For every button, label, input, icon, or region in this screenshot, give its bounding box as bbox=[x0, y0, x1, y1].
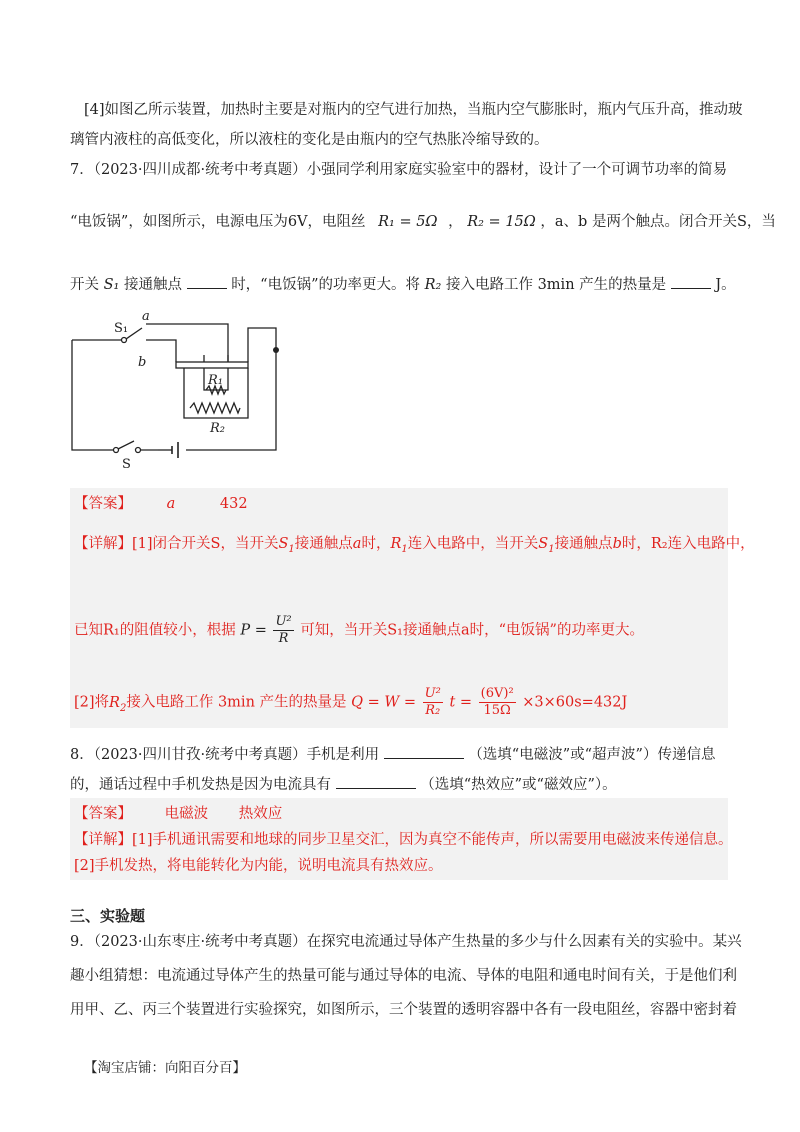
answer-line: 【答案】 电磁波 热效应 bbox=[74, 806, 283, 822]
label-s1: S₁ bbox=[114, 321, 129, 336]
resistor-r2 bbox=[190, 403, 240, 413]
detail-line: [2]将$R_2$接入电路工作 3min 产生的热量是 Q = W = $\frac{\text{U²}}{\text{R₂}}$ t = $\frac{\text{(6V)²}}{15\Omega}$ ×3×60s=432J bbox=[74, 686, 628, 718]
paragraph-line: 璃管内液柱的高低变化，所以液柱的变化是由瓶内的空气热胀冷缩导致的。 bbox=[70, 132, 549, 148]
label-b: b bbox=[138, 355, 147, 370]
wire-contact-b bbox=[146, 340, 176, 362]
switch-s-pivot bbox=[114, 448, 119, 453]
r2-value: R₂ = 15Ω bbox=[467, 214, 536, 230]
answer-line: 【答案】 a 432 bbox=[74, 496, 248, 512]
detail-line: 【详解】[1]手机通讯需要和地球的同步卫星交汇，因为真空不能传声，所以需要用电磁波来传递信息。 bbox=[74, 832, 733, 848]
wire-left bbox=[72, 340, 116, 450]
question-9-line: 9．（2023·山东枣庄·统考中考真题）在探究电流通过导体产生热量的多少与什么因素有关的实验中。某兴 bbox=[70, 934, 742, 950]
question-8-line: 8．（2023·四川甘孜·统考中考真题）手机是利用 （选填“电磁波”或“超声波”）传递信息 bbox=[70, 744, 715, 765]
wire-contact-a bbox=[146, 324, 228, 362]
label-r2: R₂ bbox=[210, 421, 225, 436]
detail-line: 已知R₁的阻值较小，根据 P = $\frac{\text{U²}}{R}$ 可知，当开关S₁接通触点a时，“电饭锅”的功率更大。 bbox=[74, 614, 644, 646]
answer-blank bbox=[384, 744, 464, 759]
answer-blank bbox=[187, 274, 227, 289]
question-7-line: 开关 S₁ 接通触点 时，“电饭锅”的功率更大。将 R₂ 接入电路工作 3min 产生的热量是 J。 bbox=[70, 274, 736, 295]
label-r1: R₁ bbox=[208, 373, 223, 388]
answer-blank bbox=[671, 274, 711, 289]
battery bbox=[172, 442, 178, 458]
junction-dot bbox=[273, 347, 279, 353]
r1-value: R₁ = 5Ω bbox=[378, 214, 438, 230]
answer-blank bbox=[336, 774, 416, 789]
section-heading: 三、实验题 bbox=[70, 907, 146, 925]
switch-s1-pivot bbox=[122, 338, 127, 343]
paragraph-line: [4]如图乙所示装置，加热时主要是对瓶内的空气进行加热，当瓶内空气膨胀时，瓶内气压升高，推动玻 bbox=[84, 102, 743, 118]
detail-line: 【详解】[1]闭合开关S，当开关$S_1$接通触点a时，$R_1$连入电路中，当开关$S_1$接通触点b时，R₂连入电路中， bbox=[74, 536, 755, 555]
label-a: a bbox=[142, 309, 150, 324]
cooker-plate bbox=[176, 362, 248, 368]
question-7-line: 7．（2023·四川成都·统考中考真题）小强同学利用家庭实验室中的器材，设计了一个可调节功率的简易 bbox=[70, 162, 728, 178]
switch-s1-blade bbox=[126, 328, 142, 339]
question-7-line: “电饭锅”，如图所示，电源电压为6V，电阻丝 R₁ = 5Ω ， R₂ = 15Ω ，a、b 是两个触点。闭合开关S，当 bbox=[70, 214, 776, 230]
detail-line: [2]手机发热，将电能转化为内能，说明电流具有热效应。 bbox=[74, 858, 443, 874]
circuit-diagram bbox=[66, 300, 296, 470]
footer-shop-label: 【淘宝店铺：向阳百分百】 bbox=[84, 1060, 246, 1076]
wire-right bbox=[186, 328, 276, 450]
question-9-line: 用甲、乙、丙三个装置进行实验探究，如图所示，三个装置的透明容器中各有一段电阻丝，容器中密封着 bbox=[70, 1002, 737, 1018]
question-9-line: 趣小组猜想：电流通过导体产生的热量可能与通过导体的电流、导体的电阻和通电时间有关，于是他们利 bbox=[70, 968, 737, 984]
label-s: S bbox=[122, 457, 131, 470]
question-8-line: 的，通话过程中手机发热是因为电流具有 （选填“热效应”或“磁效应”）。 bbox=[70, 774, 617, 795]
switch-s-blade bbox=[118, 441, 134, 449]
